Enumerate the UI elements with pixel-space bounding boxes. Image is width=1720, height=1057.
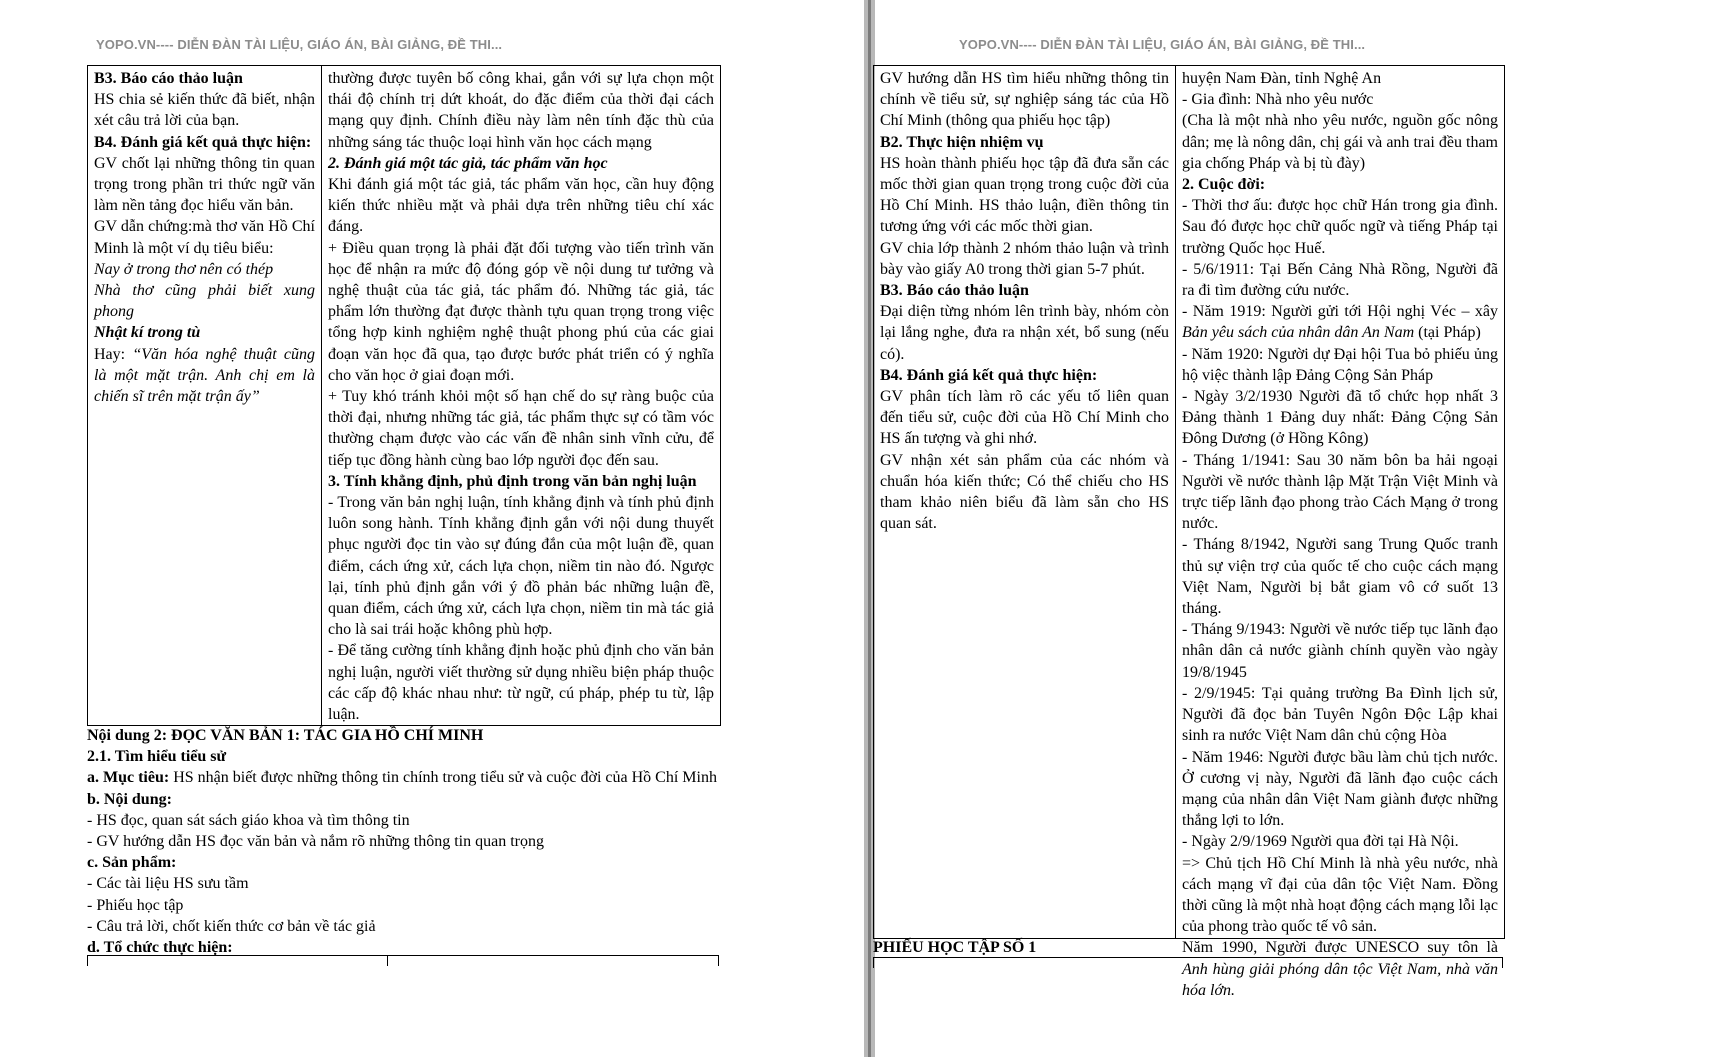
timeline-item: - 5/6/1911: Tại Bến Cảng Nhà Rồng, Người đã ra đi tìm đường cứu nước.	[1182, 260, 1498, 300]
content-paragraph: (Cha là một nhà nho yêu nước, nguồn gốc nông dân; mẹ là nông dân, chị gái và anh trai đều tham gia chống Pháp và bị tù đày)	[1182, 112, 1498, 172]
list-item: - Câu trả lời, chốt kiến thức cơ bản về tác giả	[87, 917, 376, 935]
unesco-title: Anh hùng giải phóng dân tộc Việt Nam, nhà văn hóa lớn.	[1182, 960, 1498, 999]
table-column-activities	[88, 66, 322, 725]
organize-label: d. Tổ chức thực hiện:	[87, 939, 233, 957]
timeline-item: - Tháng 8/1942, Người sang Trung Quốc tranh thủ sự viện trợ của quốc tế cho cuộc cách mạng Việt Nam, Người bị bắt giam vô cớ suốt 13 tháng.	[1182, 536, 1498, 618]
next-table-top	[873, 957, 1503, 968]
content-paragraph: - Trong văn bản nghị luận, tính khẳng định và tính phủ định luôn song hành. Tính khẳng định gắn với nội dung thuyết phục người đọc tin vào sự đúng đắn của một luận đề, quan điểm, cách ứng xử, cách lựa chọn, niềm tin nào đó. Ngược lại, tính phủ định gắn với ý đồ phản bác những luận đề, quan điểm, cách ứng xử, cách lựa chọn, niềm tin mà tác giả cho là sai trái hoặc không phù hợp.	[328, 494, 714, 639]
content-paragraph: + Tuy khó tránh khỏi một số hạn chế do sự ràng buộc của thời đại, nhưng những tác giả, tác phẩm thực sự có tầm vóc thường chạm được vào các vấn đề nhân sinh vĩnh cửu, để tiếp tục đồng hành cùng bao lớp người đọc đến sau.	[328, 388, 714, 469]
timeline-item: - Tháng 9/1943: Người về nước tiếp tục lãnh đạo nhân dân cả nước giành chính quyền vào ngày 19/8/1945	[1182, 621, 1498, 681]
poem-line-1: Nay ở trong thơ nên có thép	[94, 260, 274, 278]
lesson-table	[87, 65, 721, 726]
table-column-content	[322, 66, 720, 725]
page-header: YOPO.VN---- DIỄN ĐÀN TÀI LIỆU, GIÁO ÁN, BÀI GIẢNG, ĐỀ THI...	[959, 37, 1366, 52]
step-b3-text: HS chia sẻ kiến thức đã biết, nhận xét câu trả lời của bạn.	[94, 91, 315, 130]
content-paragraph: - Để tăng cường tính khẳng định hoặc phủ định cho văn bản nghị luận, người viết thường sử dụng nhiều biện pháp thuộc các cấp độ khác nhau như: từ ngữ, cú pháp, phép tu từ, lập luận.	[328, 642, 714, 724]
conclusion-paragraph: => Chủ tịch Hồ Chí Minh là nhà yêu nước, nhà cách mạng vĩ đại của dân tộc Việt Nam. Đồng thời cũng là một nhà hoạt động cách mạng lỗi lạc của phong trào quốc tế vô sản.	[1182, 854, 1498, 936]
objective-text: HS nhận biết được những thông tin chính trong tiểu sử và cuộc đời của Hồ Chí Minh	[169, 769, 717, 787]
section-below-table	[87, 725, 737, 958]
objective-paragraph	[87, 767, 737, 788]
list-item: - HS đọc, quan sát sách giáo khoa và tìm thông tin	[87, 811, 410, 829]
content-paragraph: Đại diện từng nhóm lên trình bày, nhóm còn lại lắng nghe, đưa ra nhận xét, bổ sung (nếu có).	[880, 303, 1169, 363]
step-b2-title: B2. Thực hiện nhiệm vụ	[880, 133, 1044, 151]
document-page-right	[875, 0, 1720, 1057]
timeline-item: - Năm 1946: Người được bầu làm chủ tịch nước. Ở cương vị này, Người đã lãnh đạo cuộc cách mạng của nhân dân Việt Nam giành được những thắng lợi to lớn.	[1182, 748, 1498, 830]
subsection-title: 2.1. Tìm hiểu tiểu sử	[87, 748, 227, 766]
timeline-item: - Thời thơ ấu: được học chữ Hán trong gia đình. Sau đó được học chữ quốc ngữ và tiếng Pháp tại trường Quốc học Huế.	[1182, 197, 1498, 257]
unesco-paragraph: Năm 1990, Người được UNESCO suy tôn là Anh hùng giải phóng dân tộc Việt Nam, nhà văn hóa lớn.	[1182, 939, 1498, 999]
worksheet-section	[873, 937, 1513, 958]
content-paragraph: + Điều quan trọng là phải đặt đối tượng vào tiến trình văn học để nhận ra mức độ đóng góp về nội dung tư tưởng và nghệ thuật của tác giả, tác phẩm đó. Những tác giả, tác phẩm lớn thường đạt được thành tựu quan trọng trong việc tổng hợp kinh nghiệm nghệ thuật phong phú của các giai đoạn văn học đã qua, tạo được bước phát triển có ý nghĩa cho văn học ở giai đoạn mới.	[328, 239, 714, 384]
next-table-top	[87, 955, 719, 966]
worksheet-title: PHIẾU HỌC TẬP SỐ 1	[873, 939, 1037, 956]
content-paragraph: GV chia lớp thành 2 nhóm thảo luận và trình bày vào giấy A0 trong thời gian 5-7 phút.	[880, 239, 1169, 278]
document-title: Bản yêu sách của nhân dân An Nam	[1182, 324, 1415, 342]
poem-source: Nhật kí trong tù	[94, 324, 201, 342]
quote-prefix: Hay:	[94, 345, 133, 363]
section-heading: 2. Đánh giá một tác giả, tác phẩm văn học	[328, 154, 608, 172]
timeline-item: - Ngày 2/9/1969 Người qua đời tại Hà Nội.	[1182, 833, 1459, 851]
poem-line-2: Nhà thơ cũng phải biết xung phong	[94, 282, 315, 321]
timeline-item: - Năm 1920: Người dự Đại hội Tua bỏ phiếu ủng hộ việc thành lập Đảng Cộng Sản Pháp	[1182, 345, 1498, 384]
step-b4-example: GV dẫn chứng:mà thơ văn Hồ Chí Minh là một ví dụ tiêu biểu:	[94, 218, 315, 257]
step-b4-text: GV chốt lại những thông tin quan trọng trong phần tri thức ngữ văn làm nền tảng đọc hiểu văn bản.	[94, 154, 315, 215]
content-paragraph: GV nhận xét sản phẩm của các nhóm và chuẩn hóa kiến thức; Có thể chiếu cho HS tham khảo niên biểu đã làm sẵn cho HS quan sát.	[880, 451, 1169, 533]
objective-label: a. Mục tiêu:	[87, 769, 170, 787]
product-label: c. Sản phẩm:	[87, 854, 177, 872]
content-paragraph: - Gia đình: Nhà nho yêu nước	[1182, 91, 1374, 109]
quote-paragraph	[94, 344, 315, 408]
timeline-item: - Ngày 3/2/1930 Người đã tổ chức họp nhất 3 Đảng thành 1 Đảng duy nhất: Đảng Cộng Sản Đông Dương (ở Hồng Kông)	[1182, 388, 1498, 448]
content-paragraph: GV phân tích làm rõ các yếu tố liên quan đến tiểu sử, cuộc đời của Hồ Chí Minh cho HS ấn tượng và ghi nhớ.	[880, 388, 1169, 448]
step-b3-title: B3. Báo cáo thảo luận	[880, 282, 1029, 300]
timeline-item: - 2/9/1945: Tại quảng trường Ba Đình lịch sử, Người đã đọc bản Tuyên Ngôn Độc Lập khai sinh ra nước Việt Nam dân chủ cộng Hòa	[1182, 684, 1498, 745]
table-column-content	[1176, 66, 1504, 999]
section-title: Nội dung 2: ĐỌC VĂN BẢN 1: TÁC GIA HỒ CHÍ MINH	[87, 727, 484, 744]
content-paragraph: Khi đánh giá một tác giả, tác phẩm văn học, cần huy động kiến thức nhiều mặt và phải dựa trên những tiêu chí xác đáng.	[328, 176, 714, 236]
list-item: - Các tài liệu HS sưu tầm	[87, 875, 249, 893]
content-label: b. Nội dung:	[87, 790, 172, 808]
quote-text: “Văn hóa nghệ thuật cũng là một mặt trận. Anh chị em là chiến sĩ trên mặt trận ấy”	[94, 345, 315, 406]
content-paragraph: huyện Nam Đàn, tỉnh Nghệ An	[1182, 70, 1382, 87]
table-column-activities	[874, 66, 1176, 938]
step-b4-title: B4. Đánh giá kết quả thực hiện:	[880, 366, 1098, 384]
page-header: YOPO.VN---- DIỄN ĐÀN TÀI LIỆU, GIÁO ÁN, BÀI GIẢNG, ĐỀ THI...	[96, 37, 503, 52]
section-heading: 2. Cuộc đời:	[1182, 176, 1266, 194]
list-item: - Phiếu học tập	[87, 896, 184, 914]
section-heading: 3. Tính khẳng định, phủ định trong văn bản nghị luận	[328, 472, 697, 490]
step-b3-title: B3. Báo cáo thảo luận	[94, 70, 243, 87]
timeline-item: - Năm 1919: Người gửi tới Hội nghị Véc – xây Bản yêu sách của nhân dân An Nam (tại Pháp)	[1182, 303, 1498, 342]
content-paragraph: thường được tuyên bố công khai, gắn với sự lựa chọn một thái độ chính trị dứt khoát, do đặc điểm của thời đại cách mạng quy định. Chính điều này làm nên tính đặc thù của những sáng tác thuộc loại hình văn học cách mạng	[328, 70, 714, 151]
timeline-item: - Tháng 1/1941: Sau 30 năm bôn ba hải ngoại Người về nước thành lập Mặt Trận Việt Minh và trực tiếp lãnh đạo phong trào Cách Mạng ở trong nước.	[1182, 451, 1498, 533]
step-b4-title: B4. Đánh giá kết quả thực hiện:	[94, 133, 312, 151]
content-paragraph: HS hoàn thành phiếu học tập đã đưa sẵn các mốc thời gian quan trọng trong cuộc đời của Hồ Chí Minh. HS thảo luận, điền thông tin tương ứng với các mốc thời gian.	[880, 154, 1169, 236]
list-item: - GV hướng dẫn HS đọc văn bản và nắm rõ những thông tin quan trọng	[87, 833, 544, 851]
content-paragraph: GV hướng dẫn HS tìm hiểu những thông tin chính về tiểu sử, sự nghiệp sáng tác của Hồ Chí Minh (thông qua phiếu học tập)	[880, 70, 1169, 130]
